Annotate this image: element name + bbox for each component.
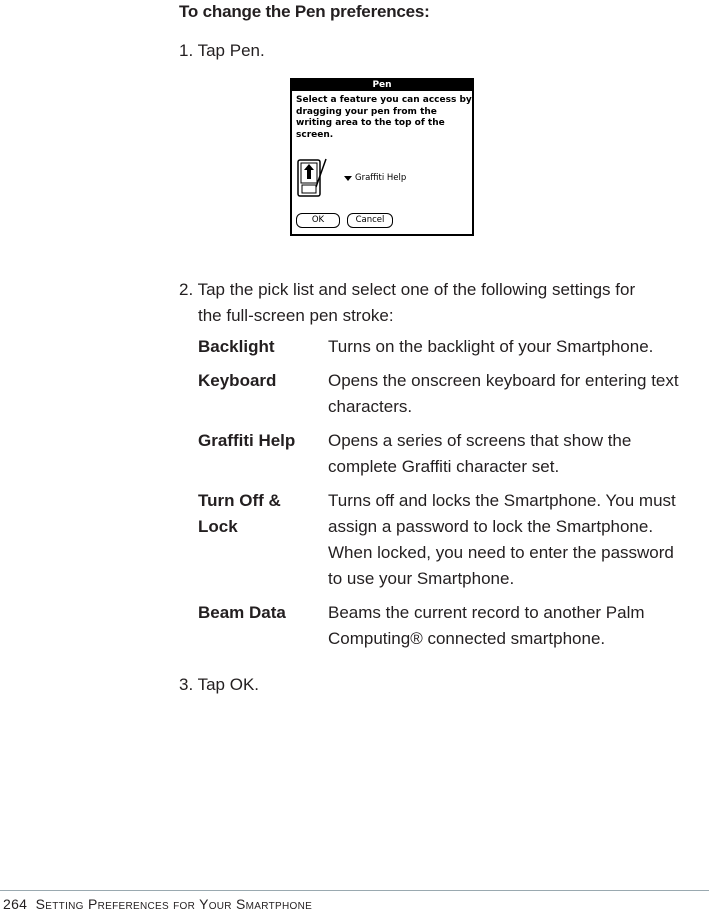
step-2	[179, 277, 669, 329]
setting-beam-data	[198, 600, 688, 652]
footer-divider	[0, 890, 709, 891]
page-number: 264	[3, 896, 28, 912]
step-2-line-1: 2. Tap the pick list and select one of the following settings for	[179, 280, 636, 299]
picklist-value: Graffiti Help	[355, 173, 407, 183]
settings-list	[198, 334, 688, 660]
dialog-instructions: Select a feature you can access by dragging your pen from the writing area to the top of the screen.	[296, 95, 472, 140]
dialog-title: Pen	[292, 80, 472, 91]
setting-turn-off-lock	[198, 488, 688, 592]
setting-graffiti-help	[198, 428, 688, 480]
page-footer	[3, 896, 312, 912]
setting-keyboard	[198, 368, 688, 420]
setting-term: Backlight	[198, 337, 275, 356]
pen-dialog-screenshot	[290, 78, 474, 236]
setting-term: Turn Off & Lock	[198, 491, 281, 536]
ok-button[interactable]: OK	[296, 213, 340, 228]
page-heading: To change the Pen preferences:	[179, 2, 430, 21]
cancel-button[interactable]: Cancel	[347, 213, 393, 228]
setting-backlight	[198, 334, 688, 360]
step-3: 3. Tap OK.	[179, 675, 260, 694]
setting-term: Graffiti Help	[198, 431, 296, 450]
setting-description: Opens the onscreen keyboard for entering text characters.	[328, 371, 679, 416]
feature-picklist[interactable]	[344, 173, 406, 183]
setting-term: Beam Data	[198, 603, 286, 622]
pen-stroke-device-icon	[297, 157, 327, 199]
setting-description: Turns on the backlight of your Smartphone.	[328, 337, 654, 356]
chevron-down-icon	[344, 176, 352, 181]
step-2-line-2: the full-screen pen stroke:	[198, 306, 394, 325]
setting-description: Opens a series of screens that show the complete Graffiti character set.	[328, 431, 632, 476]
setting-description: Turns off and locks the Smartphone. You must assign a password to lock the Smartphone. When locked, you need to enter the password to use your Smartphone.	[328, 491, 676, 588]
section-title: Setting Preferences for Your Smartphone	[35, 896, 313, 912]
step-1: 1. Tap Pen.	[179, 41, 265, 60]
setting-description: Beams the current record to another Palm Computing® connected smartphone.	[328, 603, 645, 648]
setting-term: Keyboard	[198, 371, 277, 390]
